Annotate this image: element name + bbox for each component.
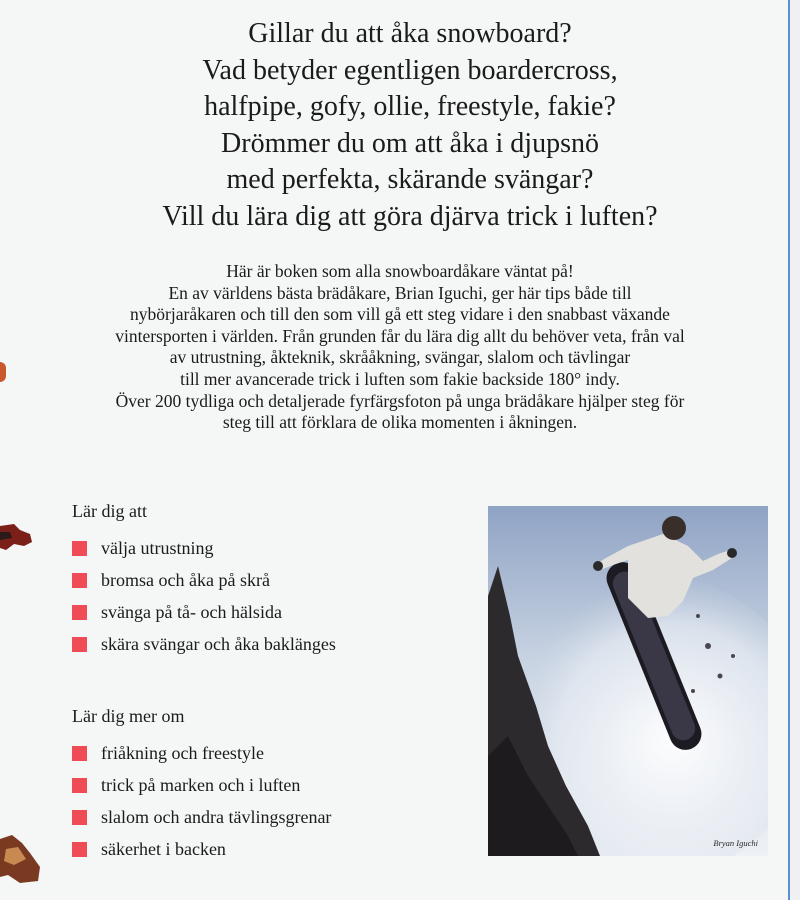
intro-line: av utrustning, åkteknik, skrååkning, svängar, slalom och tävlingar [169,347,631,368]
headline-line: Drömmer du om att åka i djupsnö [221,127,599,159]
list-heading: Lär dig mer om [72,706,185,726]
red-square-bullet-icon [72,842,87,857]
list-item-label: bromsa och åka på skrå [101,569,270,590]
headline-line: halfpipe, gofy, ollie, freestyle, fakie? [204,91,616,122]
intro-line: vintersporten i världen. Från grunden får du lära dig allt du behöver veta, från val [115,325,685,346]
headline-line: Vill du lära dig att göra djärva trick i luften? [162,200,658,232]
intro-line: Här är boken som alla snowboardåkare väntat på! [226,261,574,281]
list-item [72,564,336,596]
page-edge [790,0,800,900]
list-item [72,801,331,833]
list-item-label: skära svängar och åka baklänges [101,633,336,654]
list-item [72,769,331,801]
headline [60,16,760,235]
list-item-label: slalom och andra tävlingsgrenar [101,806,332,827]
headline-line: Gillar du att åka snowboard? [248,18,572,49]
edge-photo-fragment [0,520,34,552]
photo-credit: Bryan Iguchi [713,838,758,848]
list-heading: Lär dig att [72,501,147,521]
red-square-bullet-icon [72,778,87,793]
red-square-bullet-icon [72,573,87,588]
intro-paragraph [22,261,778,434]
list-item [72,532,336,564]
red-square-bullet-icon [72,605,87,620]
red-square-bullet-icon [72,810,87,825]
intro-line: Över 200 tydliga och detaljerade fyrfärgsfoton på unga brädåkare hjälper steg för [115,390,685,411]
list-item-label: trick på marken och i luften [101,774,301,795]
red-square-bullet-icon [72,746,87,761]
list-item-label: välja utrustning [101,537,214,558]
list-item [72,628,336,660]
headline-line: med perfekta, skärande svängar? [226,164,594,195]
learn-list [72,500,336,660]
red-square-bullet-icon [72,541,87,556]
snowboarder-photo [488,506,768,856]
list-item [72,737,331,769]
blue-edge-rule [788,0,790,900]
snowboarder-illustration [488,506,768,856]
list-item-label: svänga på tå- och hälsida [101,601,282,622]
edge-photo-fragment [0,362,6,382]
learn-more-list [72,705,331,865]
intro-line: steg till att förklara de olika momenten i åkningen. [222,412,578,433]
red-square-bullet-icon [72,637,87,652]
headline-line: Vad betyder egentligen boardercross, [202,54,618,86]
list-item-label: friåkning och freestyle [101,742,264,763]
intro-line: En av världens bästa brädåkare, Brian Iguchi, ger här tips både till [168,282,632,303]
list-item [72,833,331,865]
intro-line: till mer avancerade trick i luften som fakie backside 180° indy. [180,368,620,389]
list-item [72,596,336,628]
intro-line: nybörjaråkaren och till den som vill gå ett steg vidare i den snabbast växande [130,304,670,325]
list-item-label: säkerhet i backen [101,838,226,859]
edge-photo-fragment [0,835,40,885]
